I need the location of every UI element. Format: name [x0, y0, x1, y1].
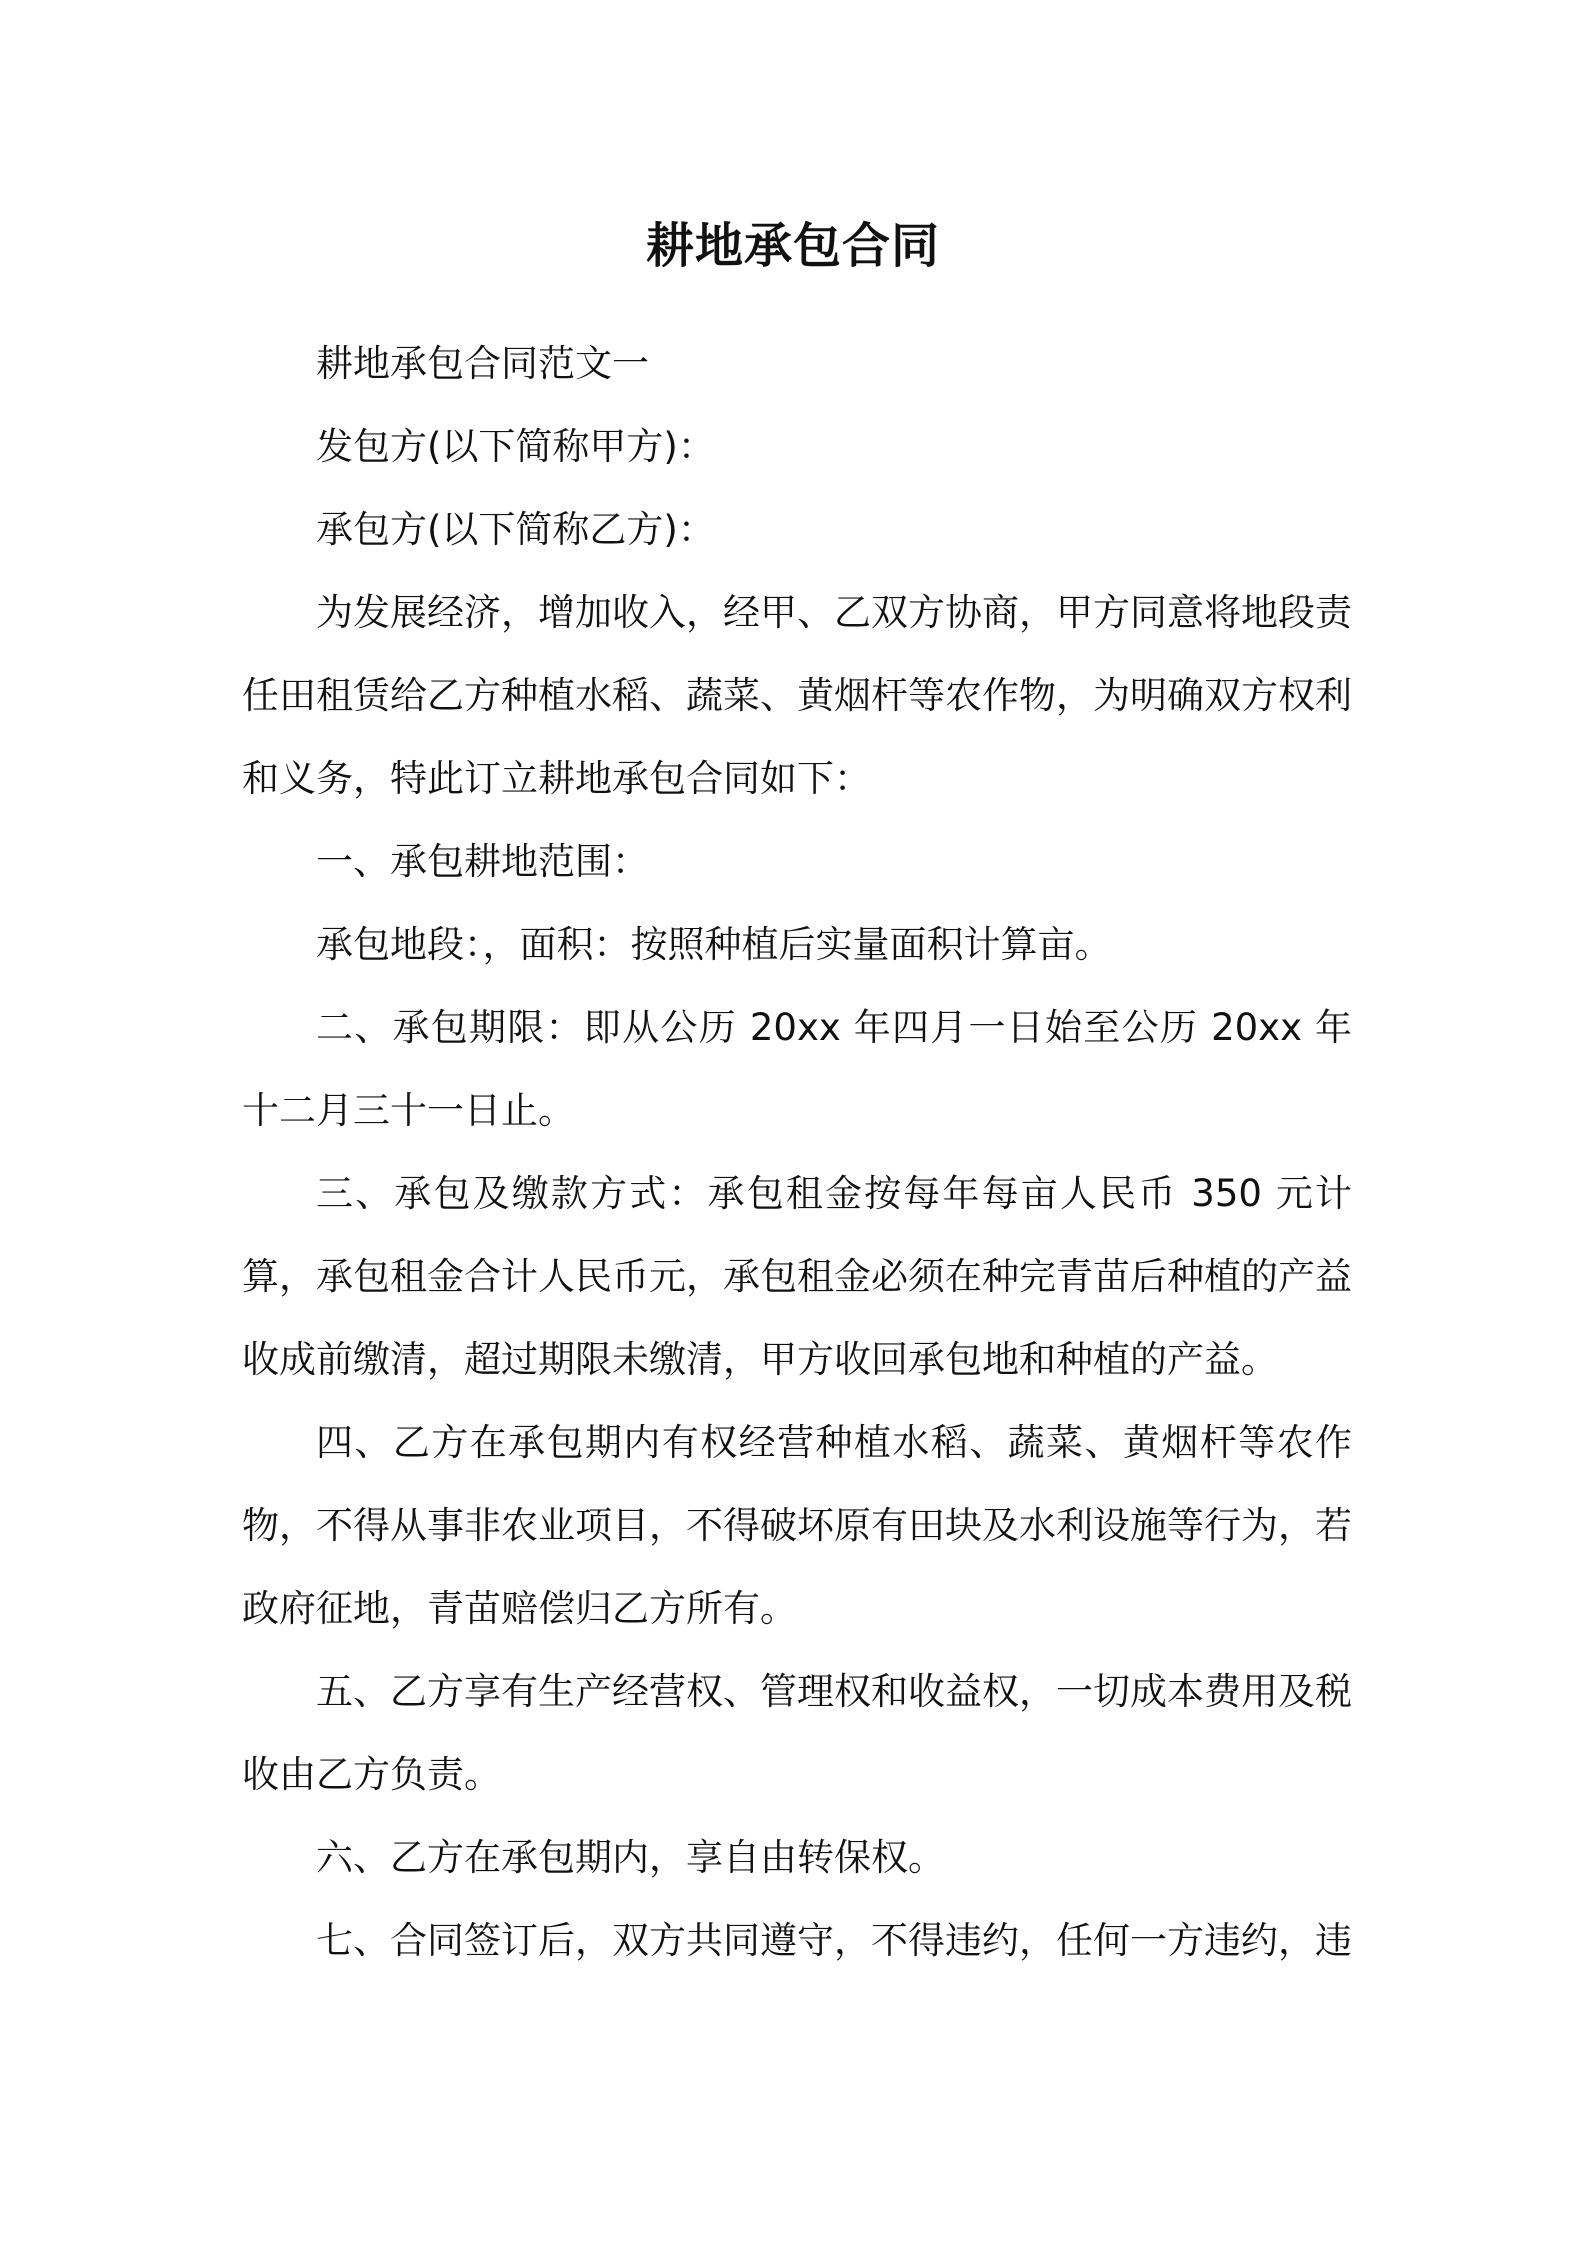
- paragraph-clause-7: 七、合同签订后，双方共同遵守，不得违约，任何一方违约，违: [316, 1919, 1352, 1962]
- paragraph-clause-1-heading: 一、承包耕地范围：: [316, 840, 649, 883]
- paragraph-preamble: 为发展经济，增加收入，经甲、乙双方协商，甲方同意将地段责任田租赁给乙方种植水稻、蔬菜、黄烟杆等农作物，为明确双方权利和义务，特此订立耕地承包合同如下：: [242, 591, 1352, 800]
- paragraph-clause-3: 三、承包及缴款方式：承包租金按每年每亩人民币 350 元计算，承包租金合计人民币元，承包租金必须在种完青苗后种植的产益收成前缴清，超过期限未缴清，甲方收回承包地和种植的产益。: [242, 1172, 1352, 1381]
- document-title: 耕地承包合同: [645, 218, 940, 274]
- paragraph-clause-1-detail: 承包地段：，面积：按照种植后实量面积计算亩。: [316, 923, 1112, 966]
- paragraph-clause-5: 五、乙方享有生产经营权、管理权和收益权，一切成本费用及税收由乙方负责。: [242, 1670, 1352, 1796]
- paragraph-subtitle: 耕地承包合同范文一: [316, 342, 649, 385]
- paragraph-clause-4: 四、乙方在承包期内有权经营种植水稻、蔬菜、黄烟杆等农作物，不得从事非农业项目，不得破坏原有田块及水利设施等行为，若政府征地，青苗赔偿归乙方所有。: [242, 1421, 1352, 1630]
- paragraph-clause-6: 六、乙方在承包期内，享自由转保权。: [316, 1836, 945, 1879]
- paragraph-clause-2: 二、承包期限：即从公历 20xx 年四月一日始至公历 20xx 年十二月三十一日止。: [242, 1006, 1352, 1132]
- paragraph-party-a: 发包方(以下简称甲方)：: [316, 425, 715, 468]
- document-body: [242, 322, 1352, 1982]
- paragraph-party-b: 承包方(以下简称乙方)：: [316, 508, 715, 551]
